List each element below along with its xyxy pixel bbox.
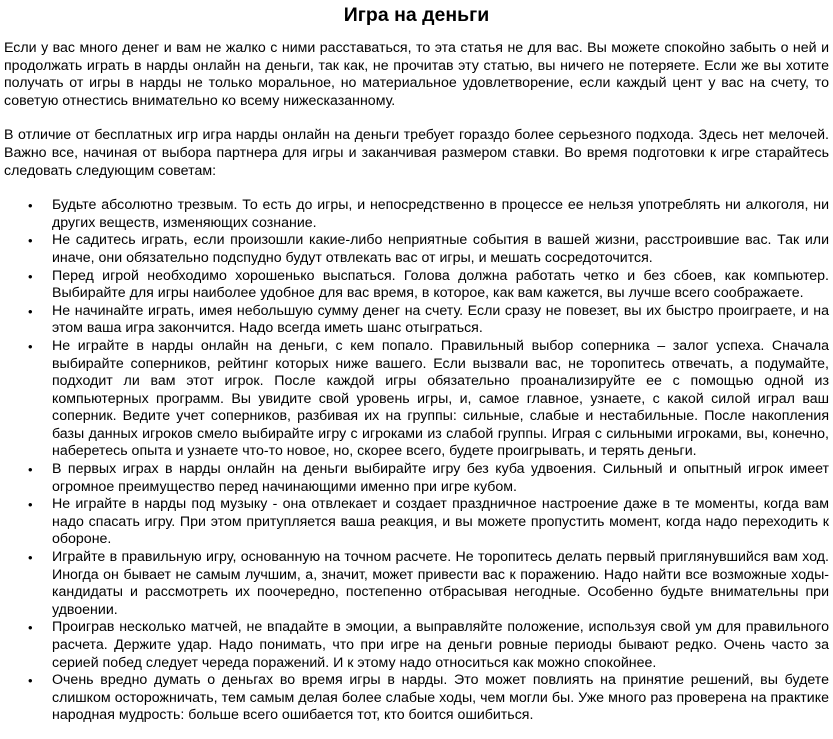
list-item: [28, 197, 829, 232]
list-item-text: Проиграв несколько матчей, не впадайте в эмоции, а выправляйте положение, используя свой ум для правильного расчета. Держите удар. Надо понимать, что при игре на деньги ровные периоды бывают редко. Очень часто за серией побед следует череда поражений. И к этому надо относиться как можно спокойнее.: [52, 619, 829, 671]
bullet-icon: •: [28, 338, 33, 354]
page-title: Игра на деньги: [343, 4, 490, 26]
list-item-text: Не играйте в нарды под музыку - она отвлекает и создает праздничное настроение даже в те моменты, когда вам надо спасать игру. При этом притупляется ваша реакция, и вы можете пропустить момент, когда надо переходить к обороне.: [52, 496, 829, 548]
bullet-icon: •: [28, 550, 33, 566]
list-item: [28, 461, 829, 496]
list-item: [28, 267, 829, 303]
list-item: [28, 302, 829, 338]
list-item: [28, 232, 829, 267]
list-item-text: Не играйте в нарды онлайн на деньги, с кем попало. Правильный выбор соперника – залог успеха. Сначала выбирайте соперников, рейтинг которых ниже вашего. Если вызвали вас, не торопитесь отвечать, а подумайте, подходит ли вам этот игрок. После каждой игры обязательно проанализируйте ее с помощью одной из компьютерных программ. Вы увидите свой уровень игры, и, самое главное, узнаете, с какой силой играл ваш соперник. Ведите учет соперников, разбивая их на группы: сильные, слабые и нестабильные. После накопления базы данных игроков смело выбирайте игру с игроками из слабой группы. Играя с сильными игроками, вы, конечно, наберетесь опыта и узнаете что-то новое, но, скорее всего, будете проигрывать, и терять деньги.: [52, 337, 829, 460]
list-item-text: В первых играх в нарды онлайн на деньги выбирайте игру без куба удвоения. Сильный и опытный игрок имеет огромное преимущество перед начинающими именно при игре кубом.: [52, 461, 829, 495]
bullet-icon: •: [28, 233, 33, 249]
article: [0, 2, 833, 725]
list-item: [28, 337, 829, 461]
list-item-text: Не начинайте играть, имея небольшую сумму денег на счету. Если сразу не повезет, вы их быстро проиграете, и на этом ваша игра закончится. Надо всегда иметь шанс отыграться.: [52, 302, 829, 337]
bullet-icon: •: [28, 303, 33, 319]
list-item-text: Очень вредно думать о деньгах во время игры в нарды. Это может повлиять на принятие решений, вы будете слишком осторожничать, тем самым делая более слабые ходы, чем могли бы. Уже много раз проверена на практике народная мудрость: больше всего ошибается тот, кто боится ошибиться.: [52, 672, 829, 724]
list-item-text: Не садитесь играть, если произошли какие-либо неприятные события в вашей жизни, расстроившие вас. Так или иначе, они обязательно подспудно будут отвлекать вас от игры, и мешать сосредоточится.: [52, 232, 829, 266]
list-item: [28, 672, 829, 725]
bullet-icon: •: [28, 462, 33, 478]
list-item-text: Играйте в правильную игру, основанную на точном расчете. Не торопитесь делать первый приглянувшийся вам ход. Иногда он бывает не самым лучшим, а, значит, может привести вас к поражению. Надо найти все возможные ходы-кандидаты и рассмотреть их поочередно, постепенно отбрасывая негодные. Особенно будьте внимательны при удвоении.: [52, 549, 829, 618]
bullet-icon: •: [28, 198, 33, 214]
context-paragraph: В отличие от бесплатных игр игра нарды онлайн на деньги требует гораздо более серьезного подхода. Здесь нет мелочей. Важно все, начиная от выбора партнера для игры и заканчивая размером ставки. Во время подготовки к игре старайтесь следовать следующим советам:: [4, 127, 829, 179]
tips-list: [4, 197, 829, 725]
bullet-icon: •: [28, 497, 33, 513]
bullet-icon: •: [28, 268, 33, 284]
bullet-icon: •: [28, 620, 33, 636]
list-item: [28, 549, 829, 619]
list-item-text: Будьте абсолютно трезвым. То есть до игры, и непосредственно в процессе ее нельзя употреблять ни алкоголя, ни других веществ, изменяющих сознание.: [52, 197, 829, 231]
intro-paragraph: Если у вас много денег и вам не жалко с ними расставаться, то эта статья не для вас. Вы можете спокойно забыть о ней и продолжать играть в нарды онлайн на деньги, так как, не прочитав эту статью, вы ничего не потеряете. Если же вы хотите получать от игры в нарды не только моральное, но материальное удовлетворение, если каждый цент у вас на счету, то советую отнестись внимательно ко всему нижесказанному.: [4, 40, 829, 109]
bullet-icon: •: [28, 673, 33, 689]
list-item: [28, 496, 829, 549]
list-item-text: Перед игрой необходимо хорошенько выспаться. Голова должна работать четко и без сбоев, как компьютер. Выбирайте для игры наиболее удобное для вас время, в которое, как вам кажется, вы лучше всего соображаете.: [52, 267, 829, 302]
list-item: [28, 619, 829, 672]
